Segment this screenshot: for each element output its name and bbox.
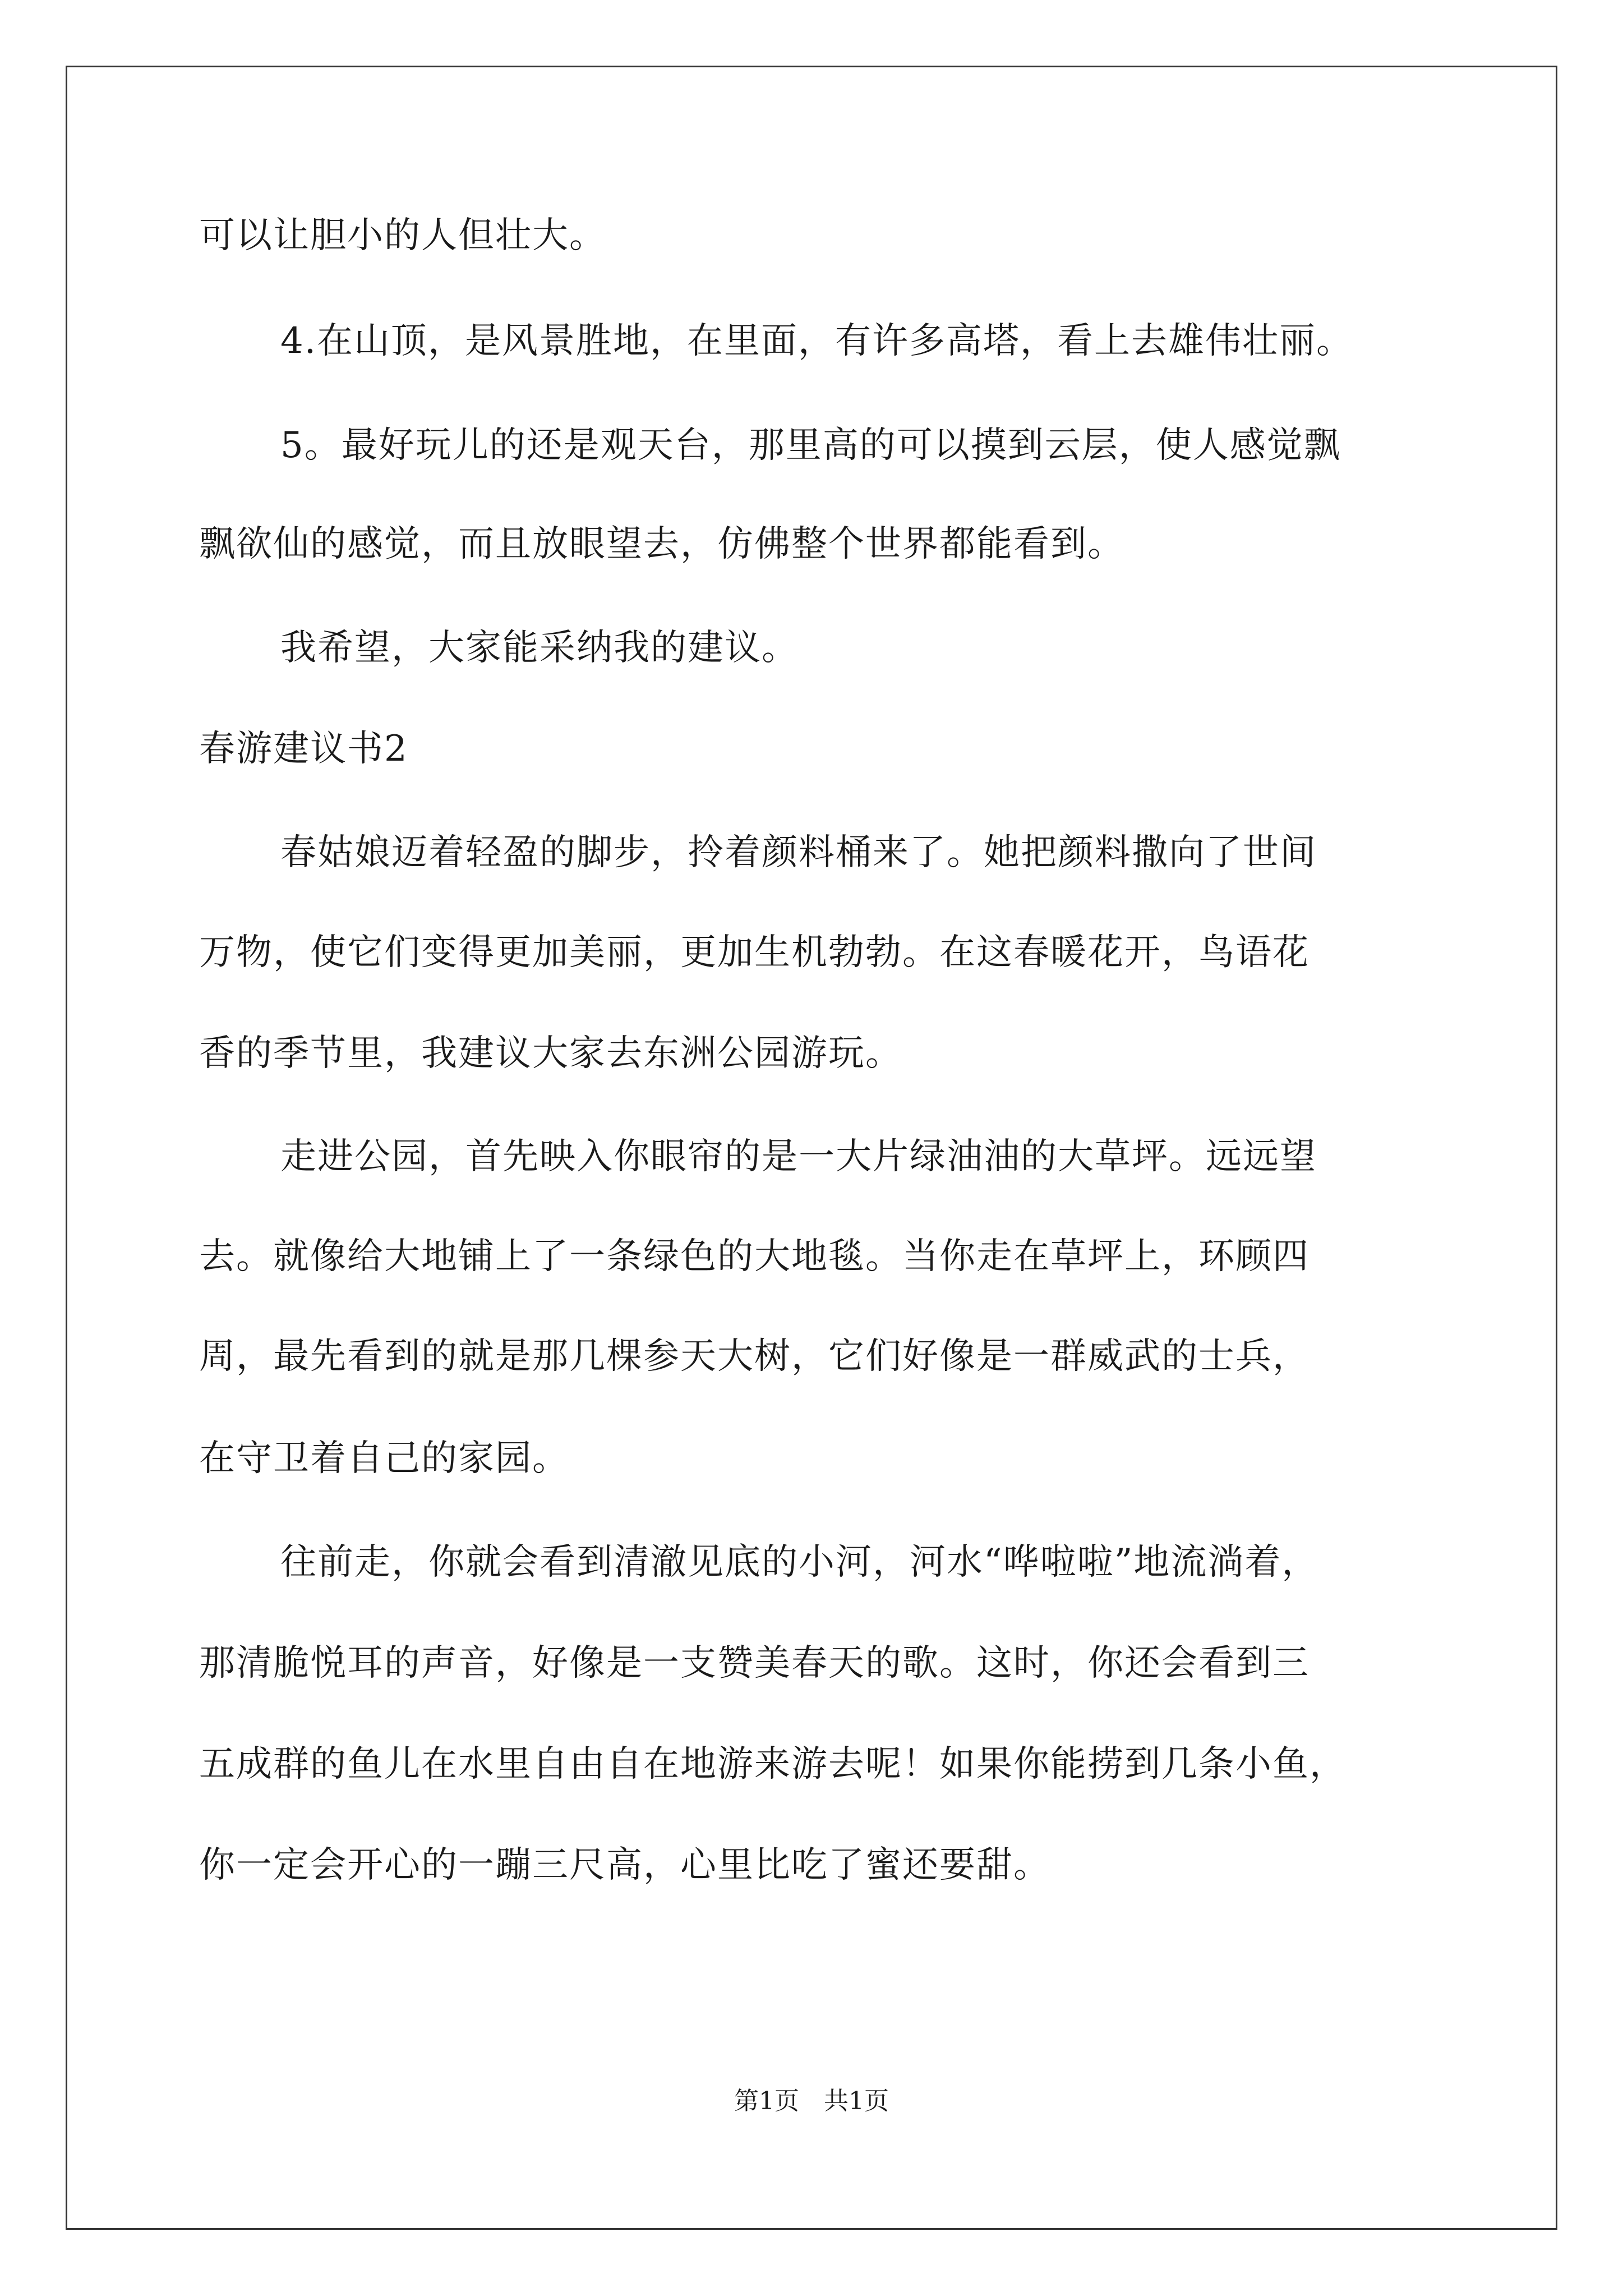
text-line-2: 4.在山顶，是风景胜地，在里面，有许多高塔，看上去雄伟壮丽。 <box>280 320 1354 362</box>
text-line-10: 走进公园，首先映入你眼帘的是一大片绿油油的大草坪。远远望 <box>280 1136 1317 1177</box>
text-line-11: 去。就像给大地铺上了一条绿色的大地毯。当你走在草坪上，环顾四 <box>199 1236 1310 1277</box>
text-line-9: 香的季节里，我建议大家去东洲公园游玩。 <box>199 1033 902 1074</box>
text-line-3: 5。最好玩儿的还是观天台，那里高的可以摸到云层，使人感觉飘 <box>280 425 1341 466</box>
text-line-7: 春姑娘迈着轻盈的脚步，拎着颜料桶来了。她把颜料撒向了世间 <box>280 832 1317 873</box>
text-line-15: 那清脆悦耳的声音，好像是一支赞美春天的歌。这时，你还会看到三 <box>199 1642 1310 1684</box>
text-line-4: 飘欲仙的感觉，而且放眼望去，仿佛整个世界都能看到。 <box>199 523 1124 565</box>
page-number: 第1页 共1页 <box>734 2087 889 2115</box>
text-line-8: 万物，使它们变得更加美丽，更加生机勃勃。在这春暖花开，鸟语花 <box>199 932 1310 973</box>
section-heading: 春游建议书2 <box>199 728 408 770</box>
text-line-12: 周，最先看到的就是那几棵参天大树，它们好像是一群威武的士兵， <box>199 1336 1310 1377</box>
text-line-5: 我希望，大家能采纳我的建议。 <box>280 627 799 669</box>
text-line-13: 在守卫着自己的家园。 <box>199 1438 569 1479</box>
text-line-14: 往前走，你就会看到清澈见底的小河，河水“哗啦啦”地流淌着， <box>280 1542 1319 1583</box>
text-line-1: 可以让胆小的人但壮大。 <box>199 215 606 256</box>
text-line-16: 五成群的鱼儿在水里自由自在地游来游去呢！如果你能捞到几条小鱼， <box>199 1743 1347 1785</box>
text-line-17: 你一定会开心的一蹦三尺高，心里比吃了蜜还要甜。 <box>199 1844 1050 1886</box>
